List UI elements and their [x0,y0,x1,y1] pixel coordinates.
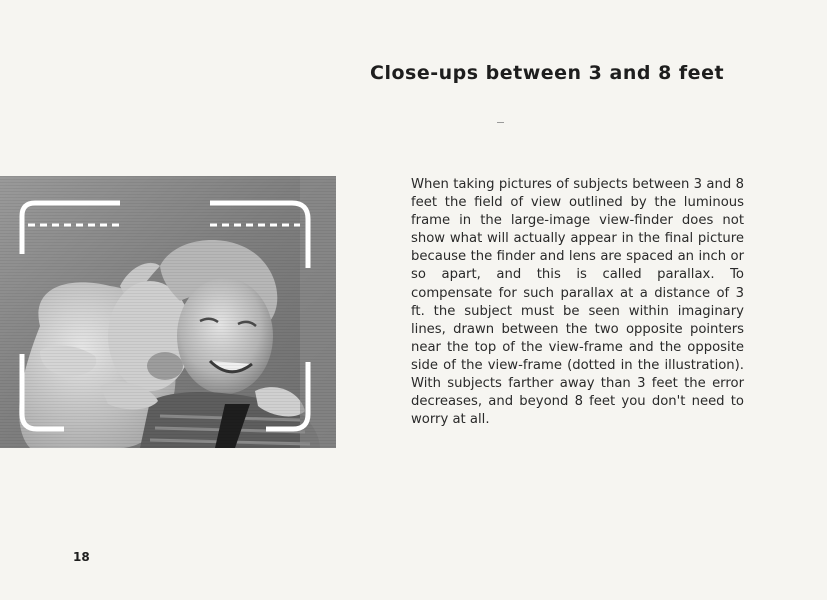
viewfinder-photo-graphic [0,176,336,448]
body-paragraph: When taking pictures of subjects between 3 and 8 feet the field of view outlined by the luminous frame in the large-image view-finder does not show what will actually appear in the final picture because the finder and lens are spaced an inch or so apart, and this is called parallax. To compensate for such parallax at a distance of 3 ft. the subject must be seen within imaginary lines, drawn between the two opposite pointers near the top of the view-frame and the opposite side of the view-frame (dotted in the illustration). With subjects farther away than 3 feet the error decreases, and beyond 8 feet you don't need to worry at all. [411,177,744,428]
decorative-dash [497,122,504,123]
page-number: 18 [73,550,90,564]
viewfinder-illustration [0,176,336,448]
page-title: Close-ups between 3 and 8 feet [370,62,725,84]
